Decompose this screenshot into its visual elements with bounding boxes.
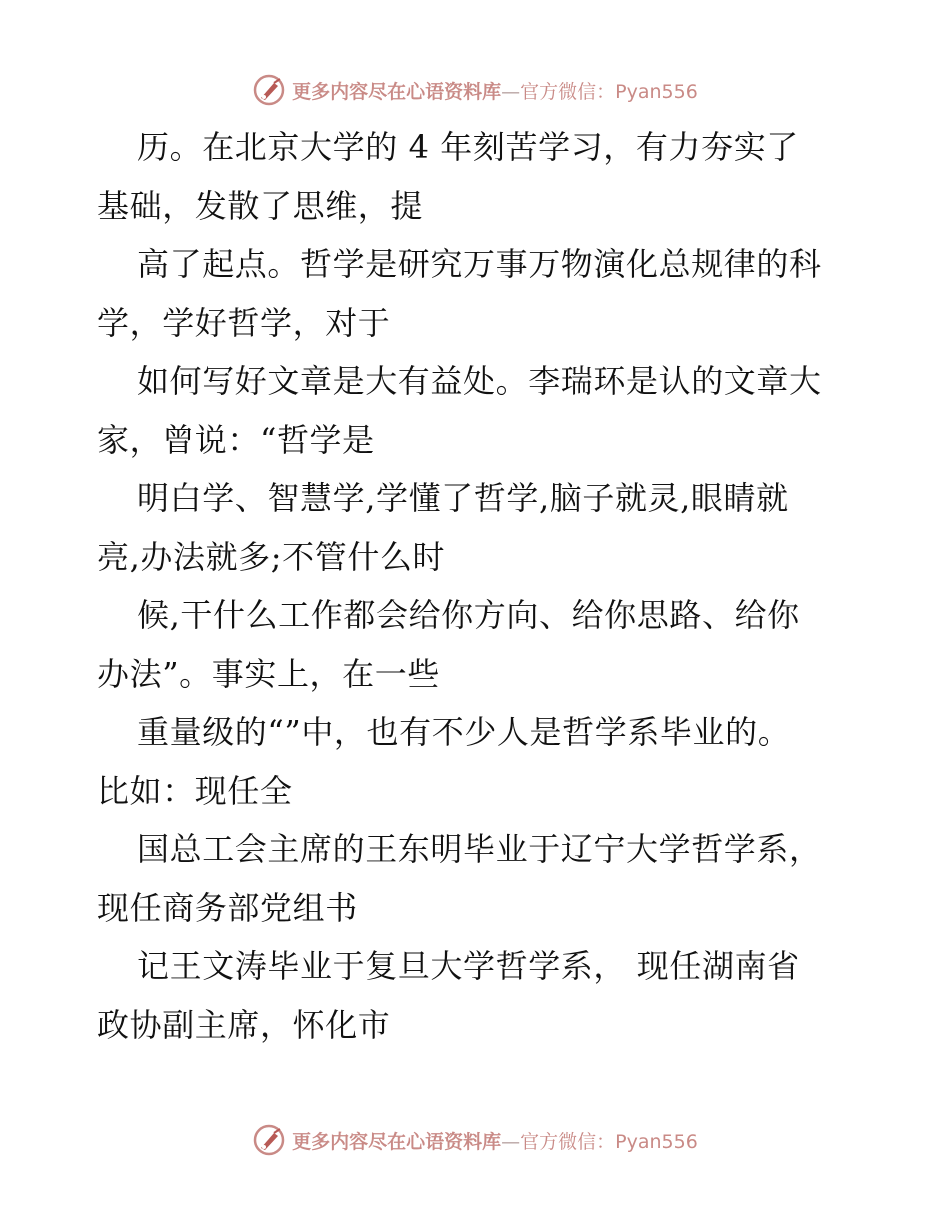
footer-watermark: [0, 1120, 950, 1160]
watermark-wechat: 官方微信：Pyan556: [520, 1130, 698, 1153]
quill-pen-icon: [252, 1123, 286, 1157]
body-line: 明白学、智慧学,学懂了哲学,脑子就灵,眼睛就: [137, 479, 789, 517]
watermark-separator: —: [501, 1130, 521, 1153]
body-line: 家，曾说：“哲学是: [97, 420, 375, 459]
watermark-text: [292, 1127, 698, 1154]
watermark-brand: 更多内容尽在心语资料库: [292, 80, 502, 103]
body-line: 办法”。事实上，在一些: [97, 654, 440, 693]
body-line: 高了起点。哲学是研究万事万物演化总规律的科: [137, 245, 822, 283]
body-line: 记王文涛毕业于复旦大学哲学系， 现任湖南省: [137, 947, 800, 985]
body-line: 基础，发散了思维，提: [97, 186, 424, 225]
body-line: 亮,办法就多;不管什么时: [97, 537, 446, 576]
body-line: 政协副主席，怀化市: [97, 1005, 391, 1044]
body-line: 历。在北京大学的 4 年刻苦学习，有力夯实了: [137, 128, 799, 166]
watermark-text: [292, 77, 698, 104]
watermark-separator: —: [501, 80, 521, 103]
quill-pen-icon: [252, 73, 286, 107]
watermark-brand: 更多内容尽在心语资料库: [292, 1130, 502, 1153]
body-line: 比如：现任全: [97, 771, 293, 810]
body-line: 现任商务部党组书: [97, 888, 358, 927]
body-line: 如何写好文章是大有益处。李瑞环是认的文章大: [137, 362, 822, 400]
watermark-wechat: 官方微信：Pyan556: [520, 80, 698, 103]
body-line: 学，学好哲学，对于: [97, 303, 391, 342]
body-line: 国总工会主席的王东明毕业于辽宁大学哲学系，: [137, 830, 822, 868]
body-line: 候,干什么工作都会给你方向、给你思路、给你: [137, 596, 800, 634]
document-body: [97, 118, 877, 1054]
body-line: 重量级的“”中，也有不少人是哲学系毕业的。: [137, 713, 791, 751]
header-watermark: [0, 70, 950, 110]
